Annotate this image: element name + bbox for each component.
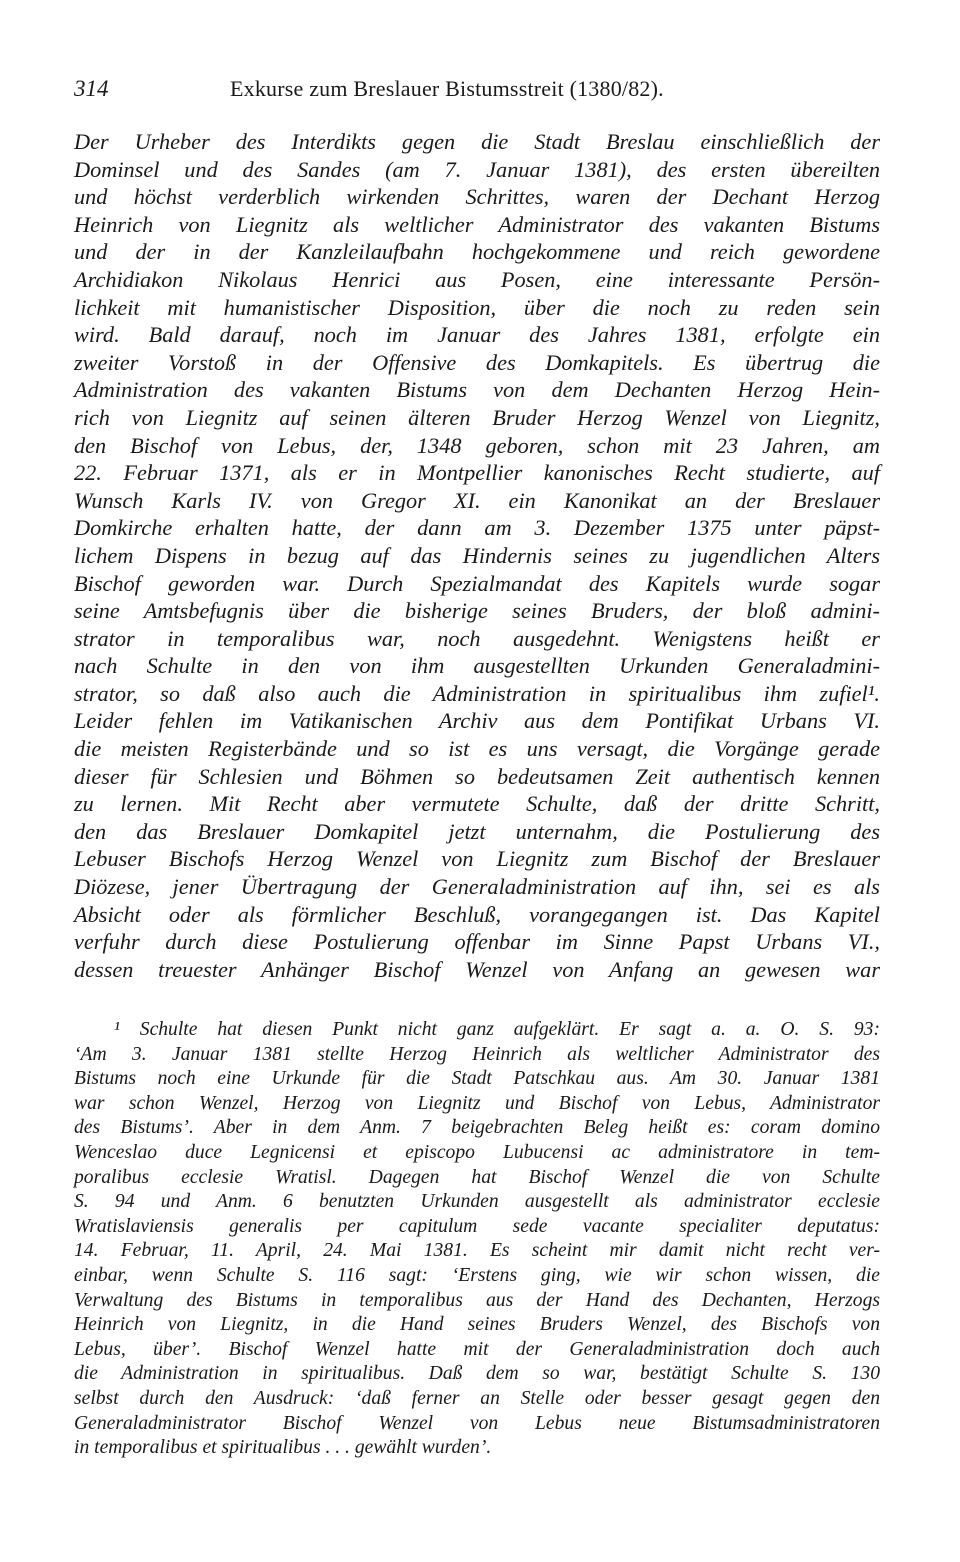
body-line: Administration des vakanten Bistums von dem Dechanten Herzog Hein- [74, 377, 880, 403]
body-line: dessen treuester Anhänger Bischof Wenzel von Anfang an gewesen war [74, 956, 880, 982]
body-line: zu lernen. Mit Recht aber vermutete Schulte, daß der dritte Schritt, [74, 791, 880, 817]
body-line: Domkirche erhalten hatte, der dann am 3. Dezember 1375 unter päpst- [74, 515, 880, 541]
body-line: Wunsch Karls IV. von Gregor XI. ein Kanonikat an der Breslauer [74, 487, 880, 513]
body-text [74, 128, 880, 983]
footnote-line: ¹ Schulte hat diesen Punkt nicht ganz aufgeklärt. Er sagt a. a. O. S. 93: [114, 1019, 880, 1040]
body-line: nach Schulte in den von ihm ausgestellten Urkunden Generaladmini- [74, 653, 880, 679]
body-line: rich von Liegnitz auf seinen älteren Bruder Herzog Wenzel von Liegnitz, [74, 404, 880, 430]
body-line: und der in der Kanzleilaufbahn hochgekommene und reich gewordene [74, 239, 880, 265]
body-line: Archidiakon Nikolaus Henrici aus Posen, eine interessante Persön- [74, 266, 880, 292]
body-line: Der Urheber des Interdikts gegen die Stadt Breslau einschließlich der [74, 129, 880, 154]
footnote-line: Wenceslao duce Legnicensi et episcopo Lubucensi ac administratore in tem- [74, 1141, 880, 1163]
footnote-line: Bistums noch eine Urkunde für die Stadt Patschkau aus. Am 30. Januar 1381 [74, 1068, 880, 1090]
footnote-line: in temporalibus et spiritualibus . . . gewählt wurden’. [74, 1437, 492, 1459]
body-line: und höchst verderblich wirkenden Schrittes, waren der Dechant Herzog [74, 184, 880, 210]
footnote-line: ‘Am 3. Januar 1381 stellte Herzog Heinrich als weltlicher Administrator des [74, 1043, 880, 1065]
footnote-line: 14. Februar, 11. April, 24. Mai 1381. Es scheint mir damit nicht recht ver- [74, 1240, 880, 1262]
body-line: strator in temporalibus war, noch ausgedehnt. Wenigstens heißt er [74, 625, 880, 651]
body-line: Lebuser Bischofs Herzog Wenzel von Liegnitz zum Bischof der Breslauer [74, 846, 880, 872]
body-line: Absicht oder als förmlicher Beschluß, vorangegangen ist. Das Kapitel [74, 901, 880, 927]
body-line: dieser für Schlesien und Böhmen so bedeutsamen Zeit authentisch kennen [74, 763, 880, 789]
body-line: verfuhr durch diese Postulierung offenbar im Sinne Papst Urbans VI., [74, 929, 880, 955]
footnote-line: poralibus ecclesie Wratisl. Dagegen hat Bischof Wenzel die von Schulte [74, 1166, 880, 1188]
footnote-line: Lebus, über’. Bischof Wenzel hatte mit der Generaladministration doch auch [74, 1338, 880, 1360]
body-line: lichkeit mit humanistischer Disposition, über die noch zu reden sein [74, 294, 880, 320]
body-line: lichem Dispens in bezug auf das Hindernis seines zu jugendlichen Alters [74, 542, 880, 568]
body-line: Heinrich von Liegnitz als weltlicher Administrator des vakanten Bistums [74, 211, 880, 237]
running-head: Exkurse zum Breslauer Bistumsstreit (1380/82). [230, 76, 664, 101]
footnote-line: Generaladministrator Bischof Wenzel von Lebus neue Bistumsadministratoren [74, 1412, 880, 1434]
footnote-line: selbst durch den Ausdruck: ‘daß ferner an Stelle oder besser gesagt gegen den [74, 1387, 880, 1409]
footnote-line: des Bistums’. Aber in dem Anm. 7 beigebrachten Beleg heißt es: coram domino [74, 1117, 880, 1139]
body-line: strator, so daß also auch die Administration in spiritualibus ihm zufiel¹. [74, 680, 880, 706]
body-line: Bischof geworden war. Durch Spezialmandat des Kapitels wurde sogar [74, 570, 880, 596]
body-line: Dominsel und des Sandes (am 7. Januar 1381), des ersten übereilten [74, 156, 880, 182]
footnote-line: die Administration in spiritualibus. Daß dem so war, bestätigt Schulte S. 130 [74, 1363, 880, 1385]
body-line: Diözese, jener Übertragung der Generaladministration auf ihn, sei es als [74, 874, 880, 900]
body-line: zweiter Vorstoß in der Offensive des Domkapitels. Es übertrug die [74, 349, 880, 375]
footnote-line: Verwaltung des Bistums in temporalibus aus der Hand des Dechanten, Herzogs [74, 1289, 880, 1311]
footnotes [74, 1018, 880, 1461]
page-number: 314 [74, 76, 109, 101]
footnote-line: war schon Wenzel, Herzog von Liegnitz und Bischof von Lebus, Administrator [74, 1092, 880, 1114]
body-line: Leider fehlen im Vatikanischen Archiv aus dem Pontifikat Urbans VI. [74, 708, 880, 734]
body-line: 22. Februar 1371, als er in Montpellier kanonisches Recht studierte, auf [74, 460, 880, 486]
footnote-line: Heinrich von Liegnitz, in die Hand seines Bruders Wenzel, des Bischofs von [74, 1314, 880, 1336]
body-line: die meisten Registerbände und so ist es uns versagt, die Vorgänge gerade [74, 736, 880, 762]
body-line: den Bischof von Lebus, der, 1348 geboren, schon mit 23 Jahren, am [74, 432, 880, 458]
footnote-line: S. 94 und Anm. 6 benutzten Urkunden ausgestellt als administrator ecclesie [74, 1191, 880, 1213]
body-line: seine Amtsbefugnis über die bisherige seines Bruders, der bloß admini- [74, 598, 880, 624]
footnote-line: einbar, wenn Schulte S. 116 sagt: ‘Erstens ging, wie wir schon wissen, die [74, 1264, 880, 1286]
page-header [74, 70, 882, 110]
body-line: wird. Bald darauf, noch im Januar des Jahres 1381, erfolgte ein [74, 322, 880, 348]
footnote-line: Wratislaviensis generalis per capitulum sede vacante specialiter deputatus: [74, 1215, 880, 1237]
body-line: den das Breslauer Domkapitel jetzt unternahm, die Postulierung des [74, 818, 880, 844]
